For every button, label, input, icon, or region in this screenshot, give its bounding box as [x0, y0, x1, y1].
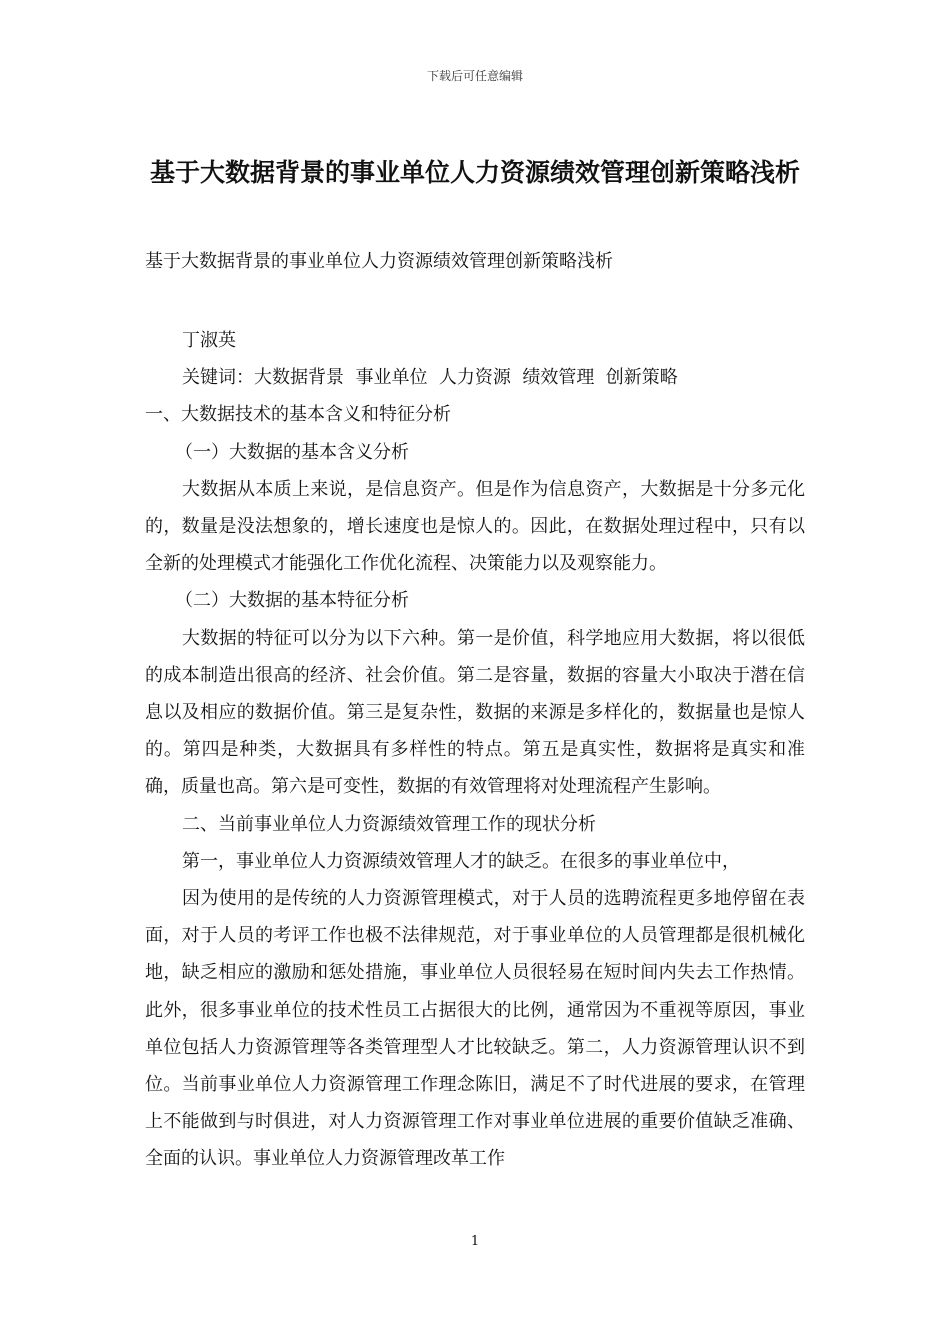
page-header: 下载后可任意编辑	[426, 69, 523, 83]
paragraph-2: 大数据的特征可以分为以下六种。第一是价值，科学地应用大数据，将以很低的成本制造出很高的经济、社会价值。第二是容量，数据的容量大小取决于潜在信息以及相应的数据价值。第三是复杂性，数据的来源是多样化的，数据量也是惊人的。第四是种类，大数据具有多样性的特点。第五是真实性，数据将是真实和准确，质量也高。第六是可变性，数据的有效管理将对处理流程产生影响。	[145, 627, 805, 798]
document-title: 基于大数据背景的事业单位人力资源绩效管理创新策略浅析	[149, 158, 800, 187]
document-subtitle: 基于大数据背景的事业单位人力资源绩效管理创新策略浅析	[145, 251, 613, 272]
paragraph-3: 第一，事业单位人力资源绩效管理人才的缺乏。在很多的事业单位中，	[182, 850, 740, 872]
paragraph-1: 大数据从本质上来说，是信息资产。但是作为信息资产，大数据是十分多元化的，数量是没法想象的，增长速度也是惊人的。因此，在数据处理过程中，只有以全新的处理模式才能强化工作优化流程、决策能力以及观察能力。	[145, 478, 805, 575]
author-name: 丁淑英	[182, 330, 236, 351]
subsection-heading-2: （二）大数据的基本特征分析	[175, 590, 409, 612]
section-heading-2: 二、当前事业单位人力资源绩效管理工作的现状分析	[182, 813, 596, 835]
section-heading-1: 一、大数据技术的基本含义和特征分析	[145, 404, 451, 426]
keywords-line: 关键词：大数据背景 事业单位 人力资源 绩效管理 创新策略	[182, 367, 678, 389]
paragraph-4: 因为使用的是传统的人力资源管理模式，对于人员的选聘流程更多地停留在表面，对于人员的考评工作也极不法律规范，对于事业单位的人员管理都是很机械化地，缺乏相应的激励和惩处措施，事业单位人员很轻易在短时间内失去工作热情。此外，很多事业单位的技术性员工占据很大的比例，通常因为不重视等原因，事业单位包括人力资源管理等各类管理型人才比较缺乏。第二，人力资源管理认识不到位。当前事业单位人力资源管理工作理念陈旧，满足不了时代进展的要求，在管理上不能做到与时俱进，对人力资源管理工作对事业单位进展的重要价值缺乏准确、全面的认识。事业单位人力资源管理改革工作	[145, 888, 805, 1170]
subsection-heading-1: （一）大数据的基本含义分析	[175, 441, 409, 463]
document-body	[145, 322, 805, 1178]
page-number: 1	[470, 1234, 480, 1249]
